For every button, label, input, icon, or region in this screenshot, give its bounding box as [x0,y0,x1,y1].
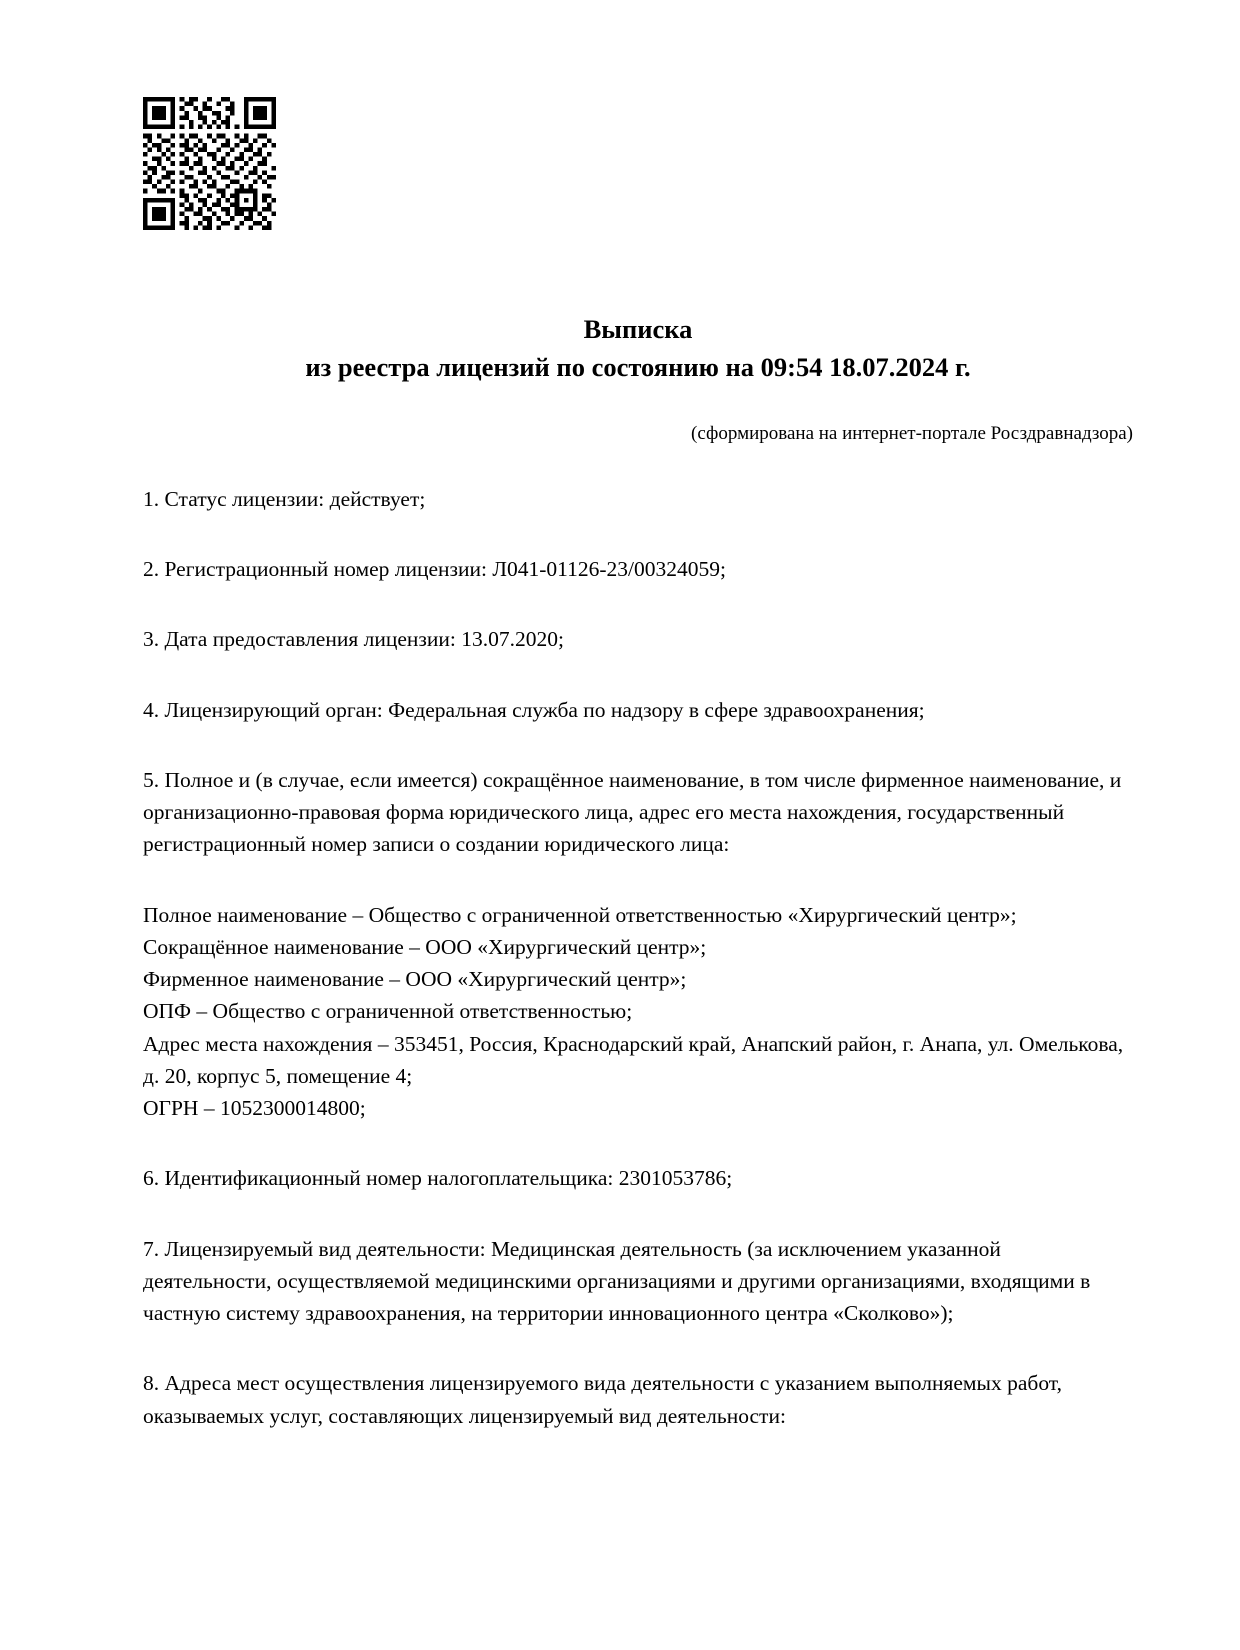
clause-1-status: 1. Статус лицензии: действует; [143,486,426,511]
clause-8-addresses-heading: 8. Адреса мест осуществления лицензируемого вида деятельности с указанием выполняемых работ, оказываемых услуг, составляющих лицензируемый вид деятельности: [143,1371,1062,1428]
entity-details-block [143,899,1133,1125]
entity-address: Адрес места нахождения – 353451, Россия, Краснодарский край, Анапский район, г. Анапа, ул. Омелькова, д. 20, корпус 5, помещение 4; [143,1031,1124,1088]
clause-5-entity-heading: 5. Полное и (в случае, если имеется) сокращённое наименование, в том числе фирменное наименование, и организационно-правовая форма юридического лица, адрес его места нахождения, государственный регистрационный номер записи о создании юридического лица: [143,767,1122,857]
title-line-2: из реестра лицензий по состоянию на 09:54 18.07.2024 г. [305,352,971,383]
qr-code-icon [143,97,276,230]
document-body [143,310,1133,1432]
clause-4-licensing-authority: 4. Лицензирующий орган: Федеральная служба по надзору в сфере здравоохранения; [143,697,925,722]
clause-6-inn: 6. Идентификационный номер налогоплательщика: 2301053786; [143,1166,733,1191]
entity-legal-form: ОПФ – Общество с ограниченной ответственностью; [143,999,633,1024]
page-title [143,310,1133,387]
entity-full-name: Полное наименование – Общество с ограниченной ответственностью «Хирургический центр»; [143,902,1017,927]
clause-7-activity-type: 7. Лицензируемый вид деятельности: Медицинская деятельность (за исключением указанной деятельности, осуществляемой медицинскими организациями и другими организациями, входящими в частную систему здравоохранения, на территории инновационного центра «Сколково»); [143,1236,1091,1326]
qr-code-svg [143,97,276,230]
title-line-1: Выписка [583,314,693,344]
document-subtitle: (сформирована на интернет-портале Росздравнадзора) [691,422,1133,444]
entity-brand-name: Фирменное наименование – ООО «Хирургический центр»; [143,967,687,992]
entity-ogrn: ОГРН – 1052300014800; [143,1096,366,1121]
clause-3-issue-date: 3. Дата предоставления лицензии: 13.07.2020; [143,627,564,652]
entity-short-name: Сокращённое наименование – ООО «Хирургический центр»; [143,934,707,959]
clause-2-registration-number: 2. Регистрационный номер лицензии: Л041-01126-23/00324059; [143,557,726,582]
